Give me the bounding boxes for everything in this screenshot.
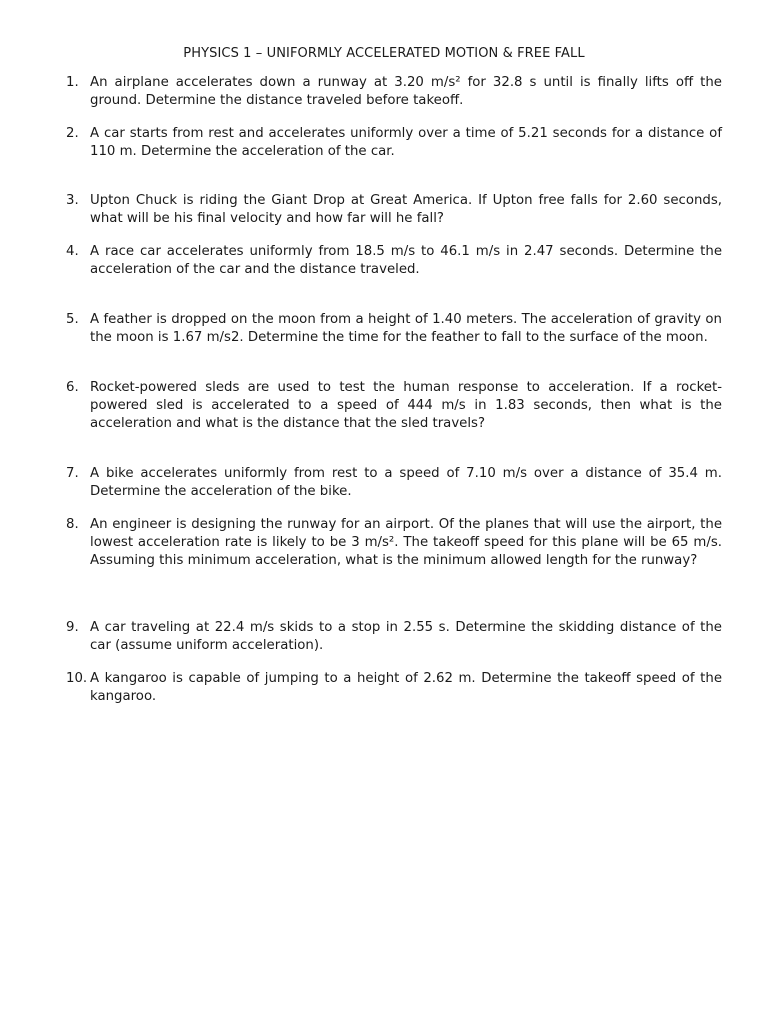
question-item [66, 192, 722, 228]
question-text: A bike accelerates uniformly from rest to a speed of 7.10 m/s over a distance of 35.4 m. Determine the acceleration of the bike. [90, 466, 722, 499]
question-number: 7. [66, 466, 79, 481]
question-number: 9. [66, 620, 79, 635]
question-item [66, 125, 722, 161]
question-text: An airplane accelerates down a runway at 3.20 m/s² for 32.8 s until is finally lifts off the ground. Determine the distance traveled before takeoff. [90, 75, 722, 108]
question-text: Rocket-powered sleds are used to test the human response to acceleration. If a rocket-powered sled is accelerated to a speed of 444 m/s in 1.83 seconds, then what is the acceleration and what is the distance that the sled travels? [90, 380, 722, 431]
question-text: A car starts from rest and accelerates uniformly over a time of 5.21 seconds for a distance of 110 m. Determine the acceleration of the car. [90, 126, 722, 159]
question-item [66, 465, 722, 501]
question-text: Upton Chuck is riding the Giant Drop at Great America. If Upton free falls for 2.60 seconds, what will be his final velocity and how far will he fall? [90, 193, 722, 226]
question-text: An engineer is designing the runway for an airport. Of the planes that will use the airport, the lowest acceleration rate is likely to be 3 m/s². The takeoff speed for this plane will be 65 m/s. Assuming this minimum acceleration, what is the minimum allowed length for the runway? [90, 517, 722, 568]
question-number: 5. [66, 312, 79, 327]
question-item [66, 619, 722, 655]
question-text: A feather is dropped on the moon from a height of 1.40 meters. The acceleration of gravity on the moon is 1.67 m/s2. Determine the time for the feather to fall to the surface of the moon. [90, 312, 722, 345]
question-item [66, 74, 722, 110]
question-text: A car traveling at 22.4 m/s skids to a stop in 2.55 s. Determine the skidding distance of the car (assume uniform acceleration). [90, 620, 722, 653]
question-text: A kangaroo is capable of jumping to a height of 2.62 m. Determine the takeoff speed of the kangaroo. [90, 671, 722, 704]
page-title: PHYSICS 1 – UNIFORMLY ACCELERATED MOTION & FREE FALL [183, 46, 585, 61]
question-number: 6. [66, 380, 79, 395]
question-number: 4. [66, 244, 79, 259]
question-item [66, 516, 722, 570]
question-item [66, 379, 722, 433]
question-text: A race car accelerates uniformly from 18.5 m/s to 46.1 m/s in 2.47 seconds. Determine the acceleration of the car and the distance traveled. [90, 244, 722, 277]
question-item [66, 670, 722, 706]
question-number: 1. [66, 75, 79, 90]
question-number: 3. [66, 193, 79, 208]
question-item [66, 243, 722, 279]
question-item [66, 311, 722, 347]
question-number: 2. [66, 126, 79, 141]
question-number: 8. [66, 517, 79, 532]
question-number: 10. [66, 671, 88, 686]
